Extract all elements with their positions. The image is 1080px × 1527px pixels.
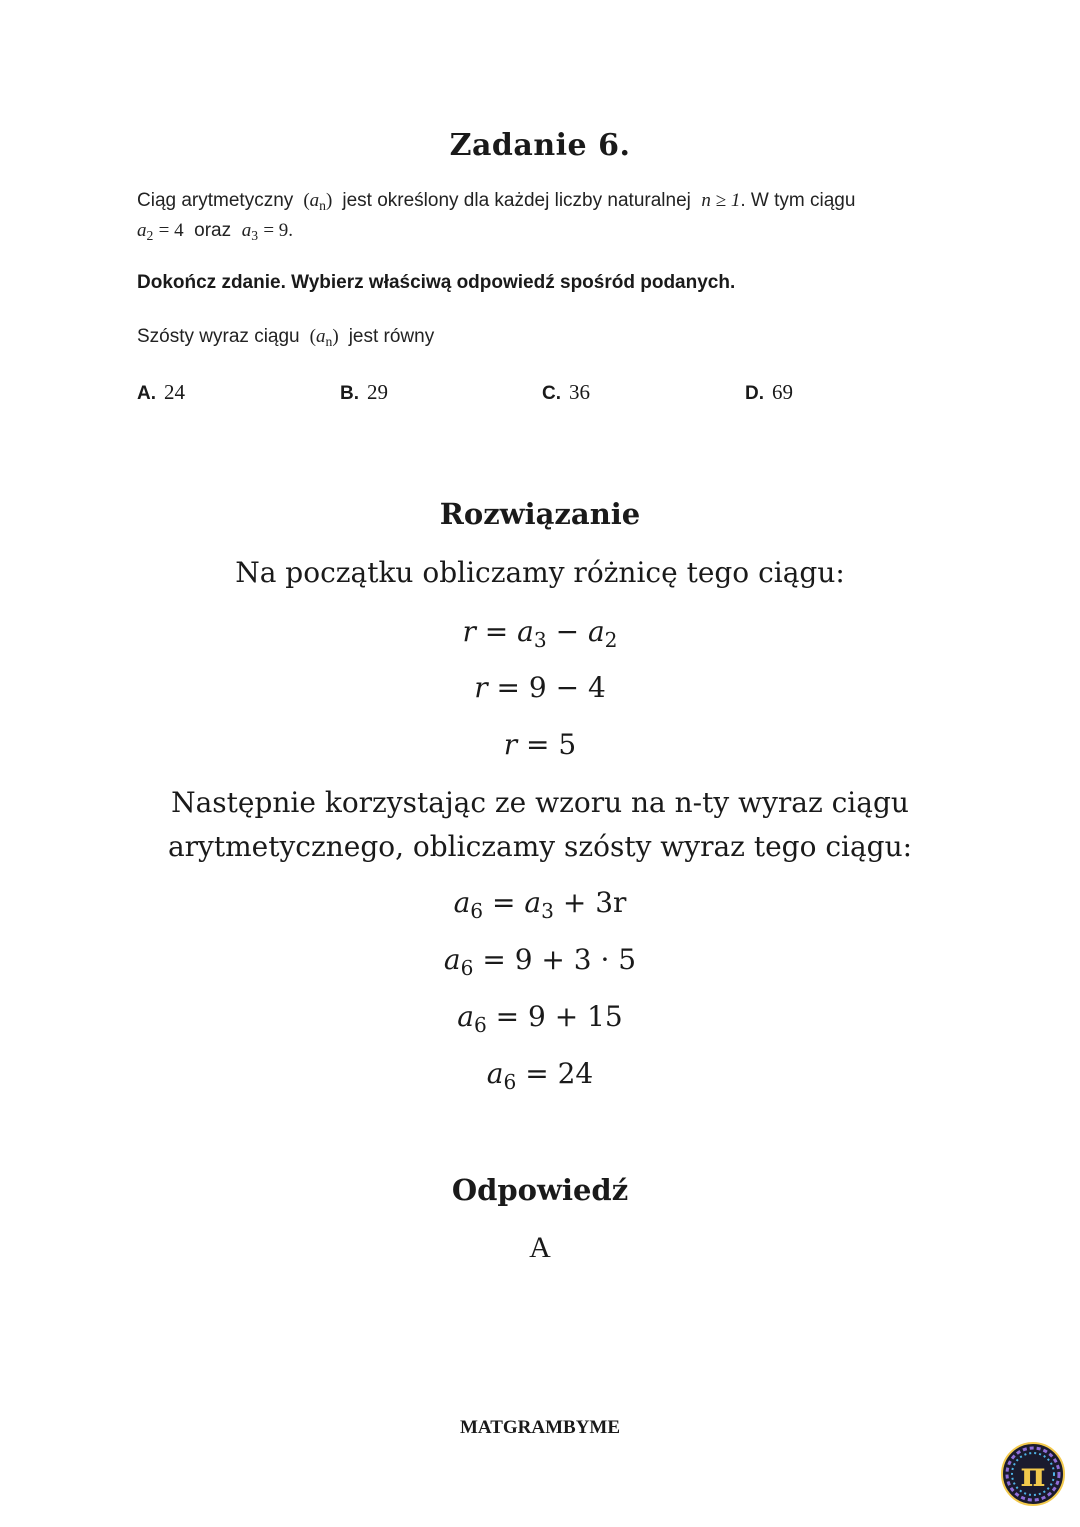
a2-sub: 2 bbox=[146, 228, 154, 244]
eq-var: a bbox=[443, 943, 461, 976]
option-c[interactable] bbox=[542, 380, 590, 405]
eq-rhs: 9 + 15 bbox=[528, 1000, 623, 1033]
option-a[interactable] bbox=[137, 380, 185, 405]
eq-var: a bbox=[486, 1057, 504, 1090]
condition: n ≥ 1 bbox=[701, 190, 741, 211]
equation-7: $a_6 = 24$ bbox=[486, 1057, 594, 1095]
option-b[interactable] bbox=[340, 380, 388, 405]
option-value: 29 bbox=[367, 380, 388, 404]
eq-sub: 6 bbox=[460, 956, 474, 981]
task-statement-line1: Ciąg arytmetyczny $(a_n)$ jest określony dla każdej liczby naturalnej n ≥ 1. W tym ciągu bbox=[137, 190, 856, 214]
option-label: D. bbox=[745, 383, 764, 404]
equation-1: $r = a_3 - a_2$ bbox=[462, 615, 618, 653]
eq-rhs: + 3r bbox=[562, 886, 627, 919]
question-text: Szósty wyraz ciągu bbox=[137, 326, 300, 347]
equation-2: r = 9 − 4 bbox=[474, 671, 606, 704]
question-var: a bbox=[315, 326, 326, 347]
eq-sub: 6 bbox=[470, 899, 484, 924]
footer-brand: MATGRAMBYME bbox=[459, 1417, 621, 1438]
task-statement-line2 bbox=[137, 220, 293, 244]
option-label: B. bbox=[340, 383, 359, 404]
equation-6: $a_6 = 9 + 15$ bbox=[457, 1000, 623, 1038]
sequence-var: a bbox=[309, 190, 320, 211]
task-text: Ciąg arytmetyczny bbox=[137, 190, 294, 211]
option-value: 24 bbox=[164, 380, 185, 404]
svg-text:π: π bbox=[1020, 1455, 1046, 1495]
eq-rhs: 9 + 3 · 5 bbox=[514, 943, 637, 976]
equation-5: $a_6 = 9 + 3 \cdot 5$ bbox=[443, 943, 637, 981]
eq-sub: 3 bbox=[541, 899, 554, 924]
answer-heading: Odpowiedź bbox=[451, 1173, 629, 1207]
option-value: 36 bbox=[569, 380, 590, 404]
equation-4: $a_6 = a_3 + 3r$ bbox=[453, 886, 627, 924]
solution-text-line2: arytmetycznego, obliczamy szósty wyraz tego ciągu: bbox=[167, 830, 913, 863]
task-title: Zadanie 6. bbox=[449, 128, 631, 163]
eq-sub: 2 bbox=[604, 628, 618, 653]
eq-rhs: 5 bbox=[558, 728, 577, 761]
eq-var: a bbox=[457, 1000, 474, 1033]
question-sub: n bbox=[325, 334, 333, 350]
pi-icon bbox=[1000, 1441, 1066, 1507]
task-text: jest określony dla każdej liczby naturalnej bbox=[342, 190, 691, 211]
a3-value: = 9. bbox=[263, 220, 294, 241]
eq-op: − bbox=[555, 615, 580, 648]
option-label: C. bbox=[542, 383, 561, 404]
eq-var: a bbox=[517, 615, 534, 648]
eq-var: a bbox=[453, 886, 471, 919]
task-text: . W tym ciągu bbox=[740, 190, 856, 211]
eq-sub: 6 bbox=[473, 1013, 487, 1038]
eq-var: a bbox=[587, 615, 605, 648]
option-label: A. bbox=[137, 383, 156, 404]
sequence-sub: n bbox=[319, 198, 326, 214]
eq-rhs: 9 − 4 bbox=[528, 671, 606, 704]
question: Szósty wyraz ciągu $(a_n)$ jest równy bbox=[137, 326, 435, 350]
eq-sub: 3 bbox=[533, 628, 547, 653]
conjunction: oraz bbox=[194, 220, 232, 241]
a3-var: a bbox=[241, 220, 252, 241]
solution-intro: Na początku obliczamy różnicę tego ciągu: bbox=[235, 556, 845, 589]
eq-var: a bbox=[524, 886, 542, 919]
question-text: jest równy bbox=[348, 326, 435, 347]
a3-sub: 3 bbox=[251, 228, 259, 244]
a2-var: a bbox=[137, 220, 147, 241]
eq-lhs: r bbox=[503, 728, 518, 761]
a2-value: = 4 bbox=[158, 220, 184, 241]
option-d[interactable] bbox=[745, 380, 793, 405]
eq-sub: 6 bbox=[503, 1070, 517, 1095]
solution-heading: Rozwiązanie bbox=[439, 497, 641, 531]
equation-3: r = 5 bbox=[503, 728, 577, 761]
eq-lhs: r bbox=[474, 671, 488, 704]
eq-rhs: 24 bbox=[557, 1057, 594, 1090]
answer-value: A bbox=[529, 1231, 551, 1264]
option-value: 69 bbox=[772, 380, 793, 404]
solution-text-line1: Następnie korzystając ze wzoru na n-ty wyraz ciągu bbox=[171, 786, 909, 819]
instruction: Dokończ zdanie. Wybierz właściwą odpowiedź spośród podanych. bbox=[137, 272, 736, 293]
eq-lhs: r bbox=[462, 615, 476, 648]
